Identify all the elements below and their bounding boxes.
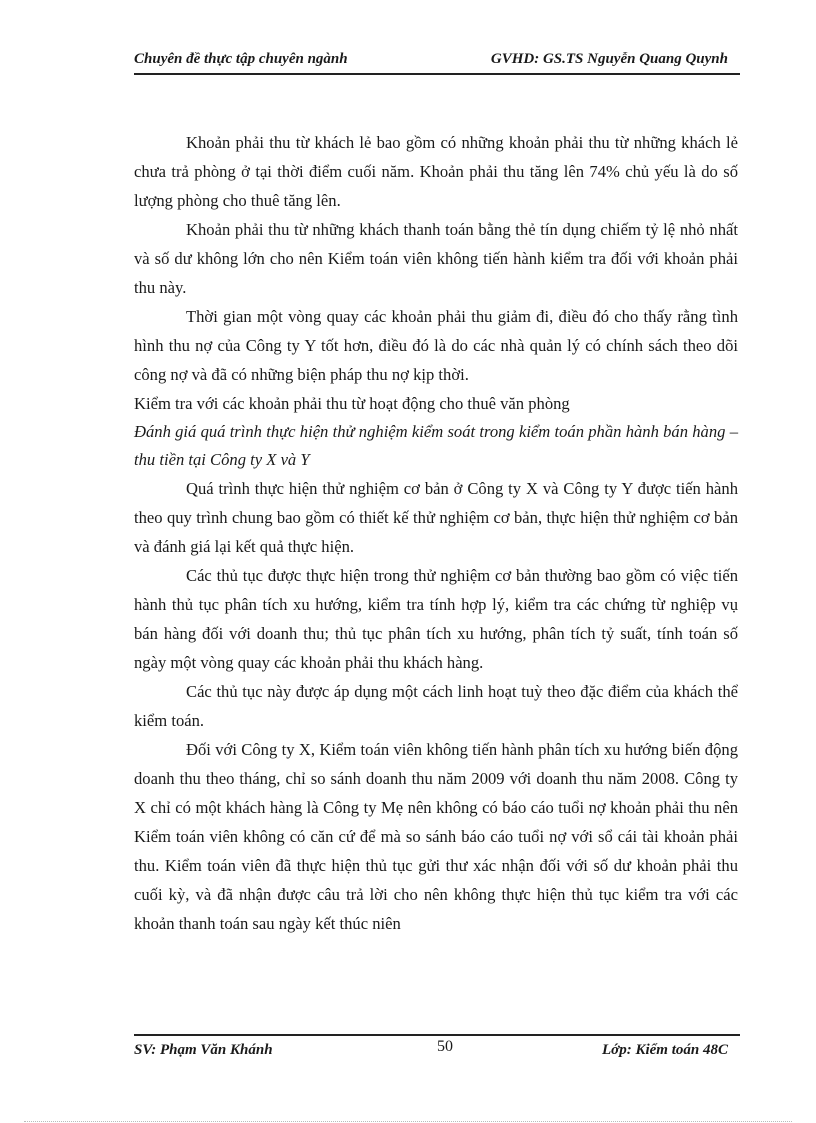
section-heading: Đánh giá quá trình thực hiện thử nghiệm kiểm soát trong kiểm toán phần hành bán hàng – thu tiền tại Công ty X và Y (134, 422, 738, 469)
page-number: 50 (437, 1038, 453, 1055)
paragraph: Khoản phải thu từ khách lẻ bao gồm có những khoản phải thu từ những khách lẻ chưa trả phòng ở tại thời điểm cuối năm. Khoản phải thu tăng lên 74% chủ yếu là do số lượng phòng cho thuê tăng lên. (134, 133, 738, 210)
paragraph: Thời gian một vòng quay các khoản phải thu giảm đi, điều đó cho thấy rằng tình hình thu nợ của Công ty Y tốt hơn, điều đó là do các nhà quản lý có chính sách theo dõi công nợ và đã có những biện pháp thu nợ kịp thời. (134, 307, 738, 384)
page-footer (134, 1034, 740, 1066)
paragraph: Khoản phải thu từ những khách thanh toán bằng thẻ tín dụng chiếm tỷ lệ nhỏ nhất và số dư không lớn cho nên Kiểm toán viên không tiến hành kiểm tra đối với khoản phải thu này. (134, 220, 738, 297)
footer-class: Lớp: Kiểm toán 48C (602, 1042, 728, 1058)
paragraph: Quá trình thực hiện thử nghiệm cơ bản ở Công ty X và Công ty Y được tiến hành theo quy trình chung bao gồm có thiết kế thử nghiệm cơ bản, thực hiện thử nghiệm cơ bản và đánh giá lại kết quả thực hiện. (134, 479, 738, 556)
page-header (134, 49, 740, 75)
header-supervisor: GVHD: GS.TS Nguyễn Quang Quynh (490, 51, 728, 67)
paragraph: Đối với Công ty X, Kiểm toán viên không tiến hành phân tích xu hướng biến động doanh thu theo tháng, chỉ so sánh doanh thu năm 2009 với doanh thu năm 2008. Công ty X chỉ có một khách hàng là Công ty Mẹ nên không có báo cáo tuổi nợ khoản phải thu nên Kiểm toán viên không có căn cứ để mà so sánh báo cáo tuổi nợ với sổ cái tài khoản phải thu. Kiểm toán viên đã thực hiện thủ tục gửi thư xác nhận đối với số dư khoản phải thu cuối kỳ, và đã nhận được câu trả lời cho nên không thực hiện thủ tục kiểm tra với các khoản thanh toán sau ngày kết thúc niên (134, 740, 738, 933)
paragraph: Các thủ tục được thực hiện trong thử nghiệm cơ bản thường bao gồm có việc tiến hành thủ tục phân tích xu hướng, kiểm tra tính hợp lý, kiểm tra các chứng từ nghiệp vụ bán hàng đối với doanh thu; thủ tục phân tích xu hướng, phân tích tỷ suất, tính toán số ngày một vòng quay các khoản phải thu khách hàng. (134, 566, 738, 672)
header-topic: Chuyên đề thực tập chuyên ngành (134, 51, 348, 67)
paragraph: Các thủ tục này được áp dụng một cách linh hoạt tuỳ theo đặc điểm của khách thể kiểm toán. (134, 682, 738, 730)
footer-student: SV: Phạm Văn Khánh (134, 1042, 273, 1058)
document-body (134, 128, 738, 938)
section-line: Kiểm tra với các khoản phải thu từ hoạt động cho thuê văn phòng (134, 394, 570, 413)
page-edge-divider (24, 1121, 792, 1122)
